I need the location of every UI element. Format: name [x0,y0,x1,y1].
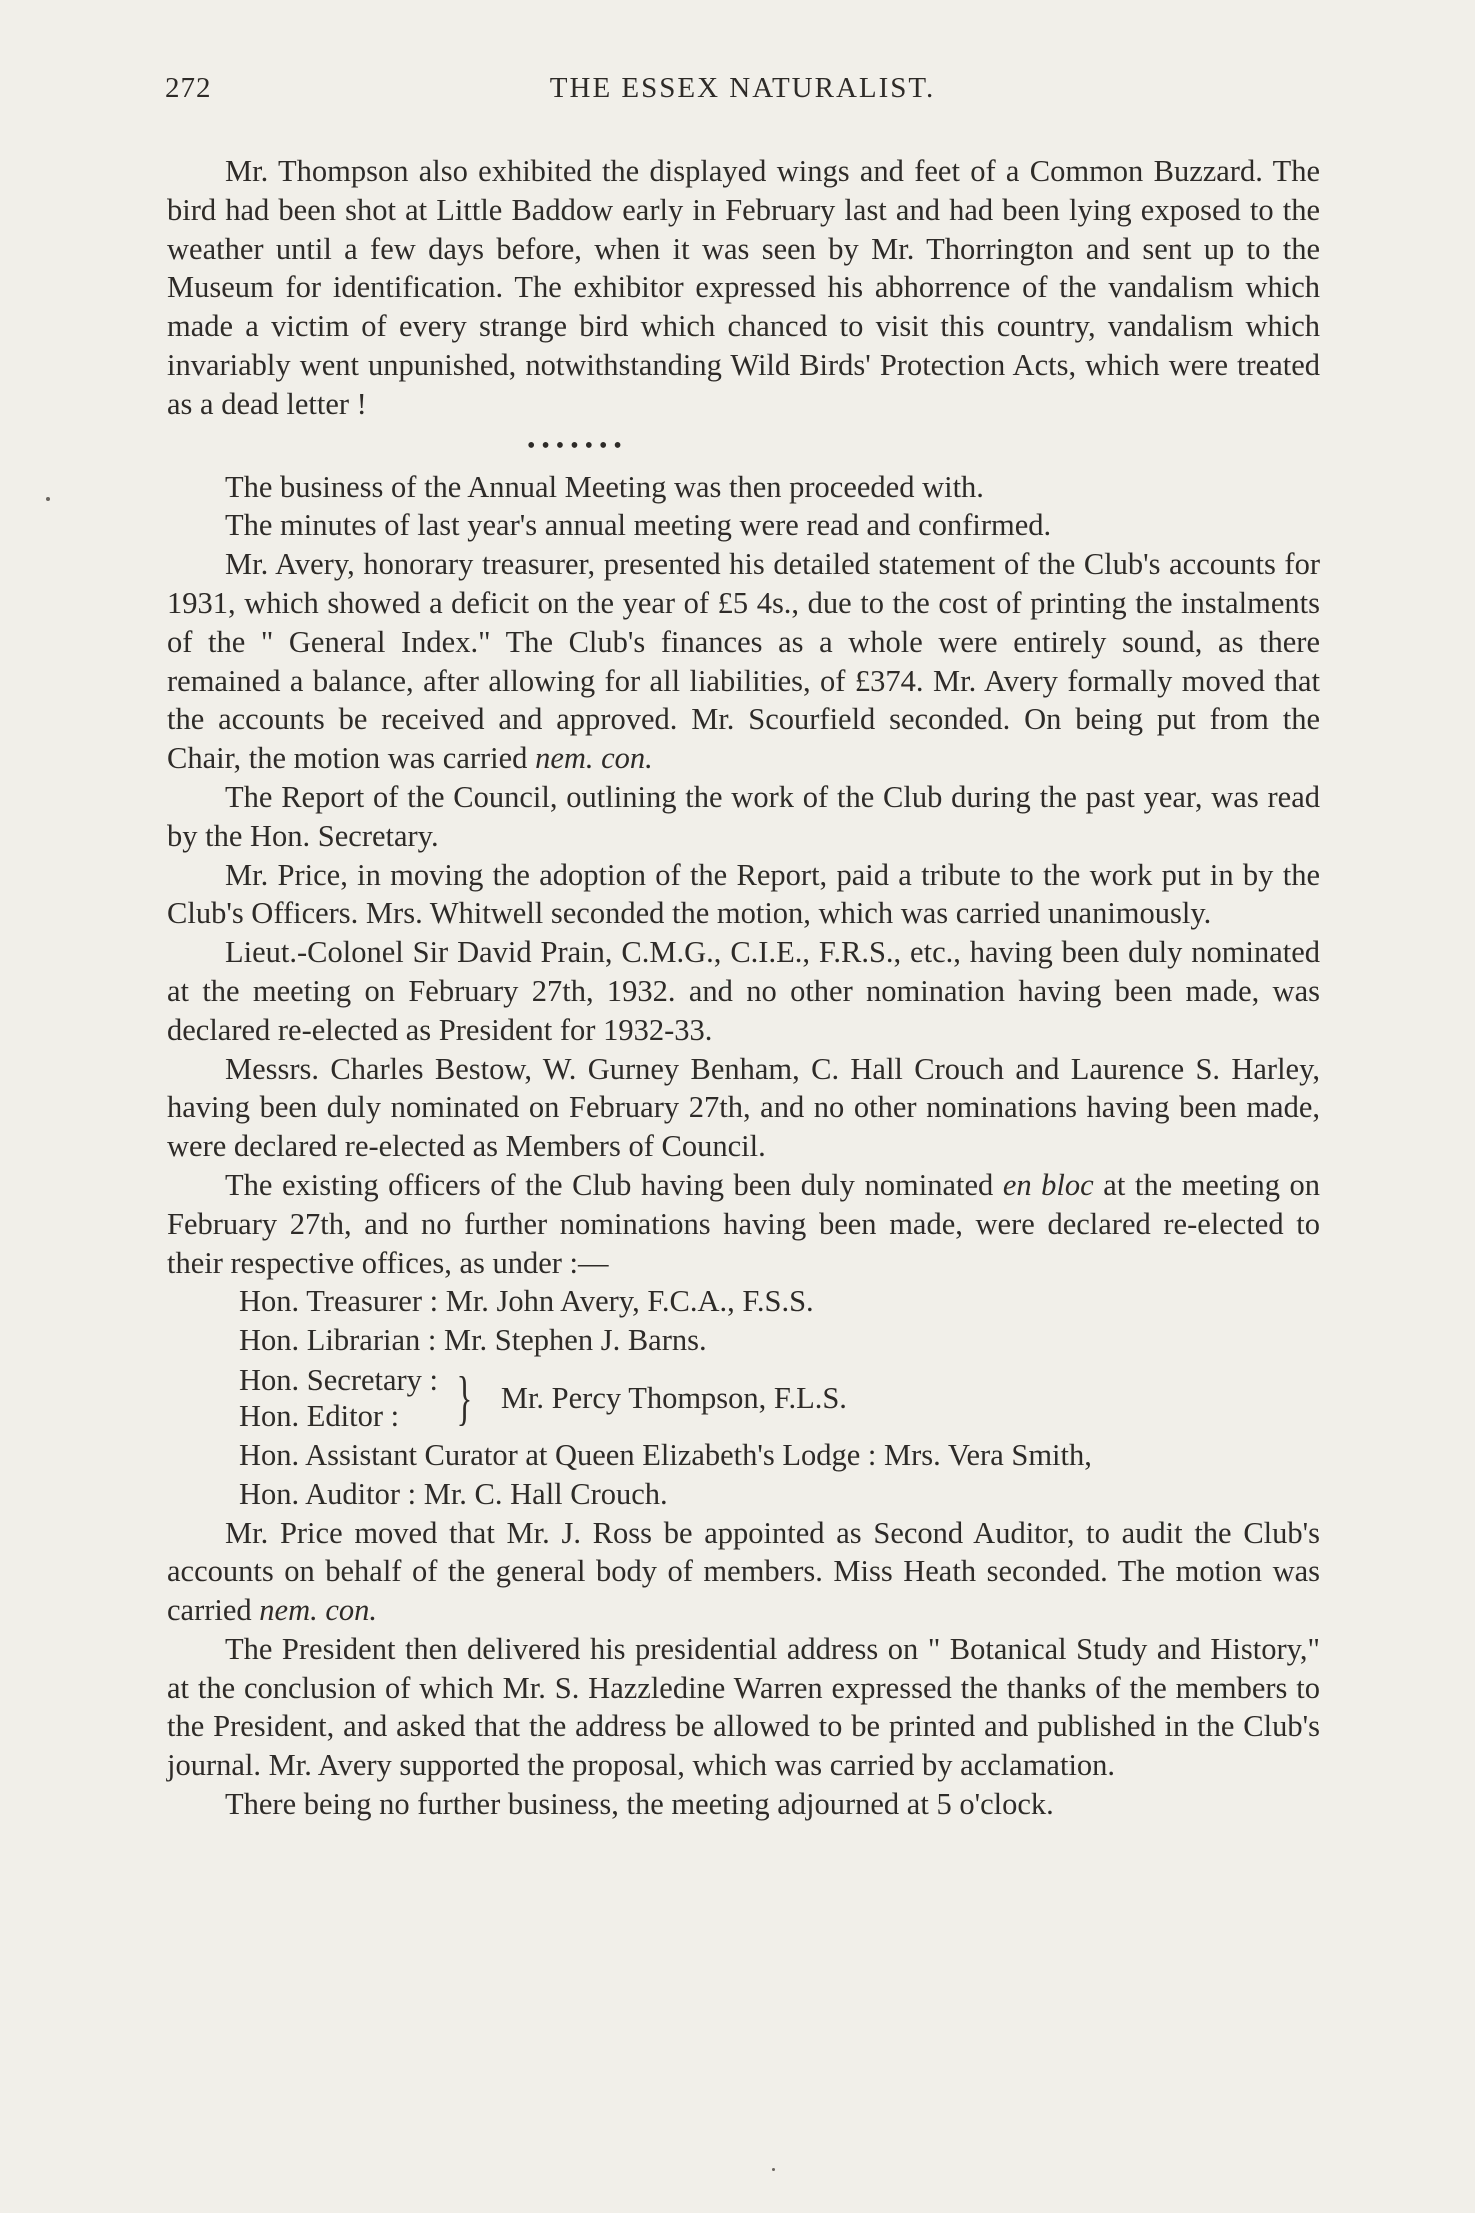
officer-secretary-editor [167,1360,1320,1436]
paragraph-minutes: The minutes of last year's annual meeting were read and confirmed. [225,508,1052,543]
paper-speck [46,497,50,501]
officer-librarian: Hon. Librarian : Mr. Stephen J. Barns. [239,1323,707,1358]
paragraph-council-report: The Report of the Council, outlining the work of the Club during the past year, was read by the Hon. Secretary. [167,779,1320,853]
officers-list-continued [167,1436,1320,1514]
officer-assistant-curator: Hon. Assistant Curator at Queen Elizabeth's Lodge : Mrs. Vera Smith, [239,1437,1092,1472]
officers-intro-b: at the meeting on February 27th, and no further nominations having been made, were declared re-elected to their respective offices, as under :— [167,1167,1321,1280]
page-number: 272 [165,72,212,104]
paragraph-presidential-address: The President then delivered his presidential address on " Botanical Study and History," at the conclusion of which Mr. S. Hazzledine Warren expressed the thanks of the members to the President, and asked that the address be allowed to be printed and published in the Club's journal. Mr. Avery supported the proposal, which was carried by acclamation. [167,1631,1320,1783]
running-title: THE ESSEX NATURALIST. [549,72,936,104]
brace-glyph: } [456,1364,473,1431]
paragraph-officers-intro [167,1166,1320,1282]
paragraph-annual-meeting: The business of the Annual Meeting was then proceeded with. [225,469,984,504]
paragraph-adjournment: There being no further business, the meeting adjourned at 5 o'clock. [225,1787,1054,1822]
paper-speck [772,2168,775,2171]
editor-label: Hon. Editor : [239,1398,400,1433]
accounts-nem-con: nem. con. [535,741,653,776]
second-auditor-nem-con: nem. con. [259,1593,378,1628]
officer-treasurer: Hon. Treasurer : Mr. John Avery, F.C.A., F.S.S. [239,1284,814,1319]
officers-en-bloc: en bloc [1002,1167,1094,1202]
secretary-label: Hon. Secretary : [239,1362,439,1397]
paragraph-council-members: Messrs. Charles Bestow, W. Gurney Benham, C. Hall Crouch and Laurence S. Harley, having been duly nominated on February 27th, and no other nominations having been made, were declared re-elected as Members of Council. [167,1051,1320,1164]
article-body [167,152,1320,1824]
officer-auditor: Hon. Auditor : Mr. C. Hall Crouch. [239,1476,668,1511]
officers-list [167,1282,1320,1360]
paragraph-second-auditor [167,1514,1320,1630]
section-break-ornament: • • • • • • • [527,432,622,459]
paragraph-president: Lieut.-Colonel Sir David Prain, C.M.G., C.I.E., F.R.S., etc., having been duly nominated at the meeting on February 27th, 1932. and no other nomination having been made, was declared re-elected as President for 1932-33. [167,935,1320,1047]
secretary-editor-labels [239,1362,438,1434]
page-header [165,72,1320,112]
second-auditor-text: Mr. Price moved that Mr. J. Ross be appointed as Second Auditor, to audit the Club's accounts on behalf of the general body of members. Miss Heath seconded. The motion was carried [167,1515,1320,1628]
paragraph-buzzard: Mr. Thompson also exhibited the displayed wings and feet of a Common Buzzard. The bird had been shot at Little Baddow early in February last and had been lying exposed to the weather until a few days before, when it was seen by Mr. Thorrington and sent up to the Museum for identification. The exhibitor expressed his abhorrence of the vandalism which made a victim of every strange bird which chanced to visit this country, vandalism which invariably went unpunished, notwithstanding Wild Birds' Protection Acts, which were treated as a dead letter ! [167,154,1320,421]
paragraph-report-adoption: Mr. Price, in moving the adoption of the Report, paid a tribute to the work put in by the Club's Officers. Mrs. Whitwell seconded the motion, which was carried unanimously. [167,857,1320,931]
officers-intro-a: The existing officers of the Club having been duly nominated [225,1167,994,1202]
paragraph-accounts [167,545,1320,778]
accounts-text: Mr. Avery, honorary treasurer, presented his detailed statement of the Club's accounts for 1931, which showed a deficit on the year of £5 4s., due to the cost of printing the instalments of the " General Index." The Club's finances as a whole were entirely sound, as there remained a balance, after allowing for all liabilities, of £374. Mr. Avery formally moved that the accounts be received and approved. Mr. Scourfield seconded. On being put from the Chair, the motion was carried [167,547,1320,776]
secretary-editor-value: Mr. Percy Thompson, F.L.S. [500,1380,847,1415]
